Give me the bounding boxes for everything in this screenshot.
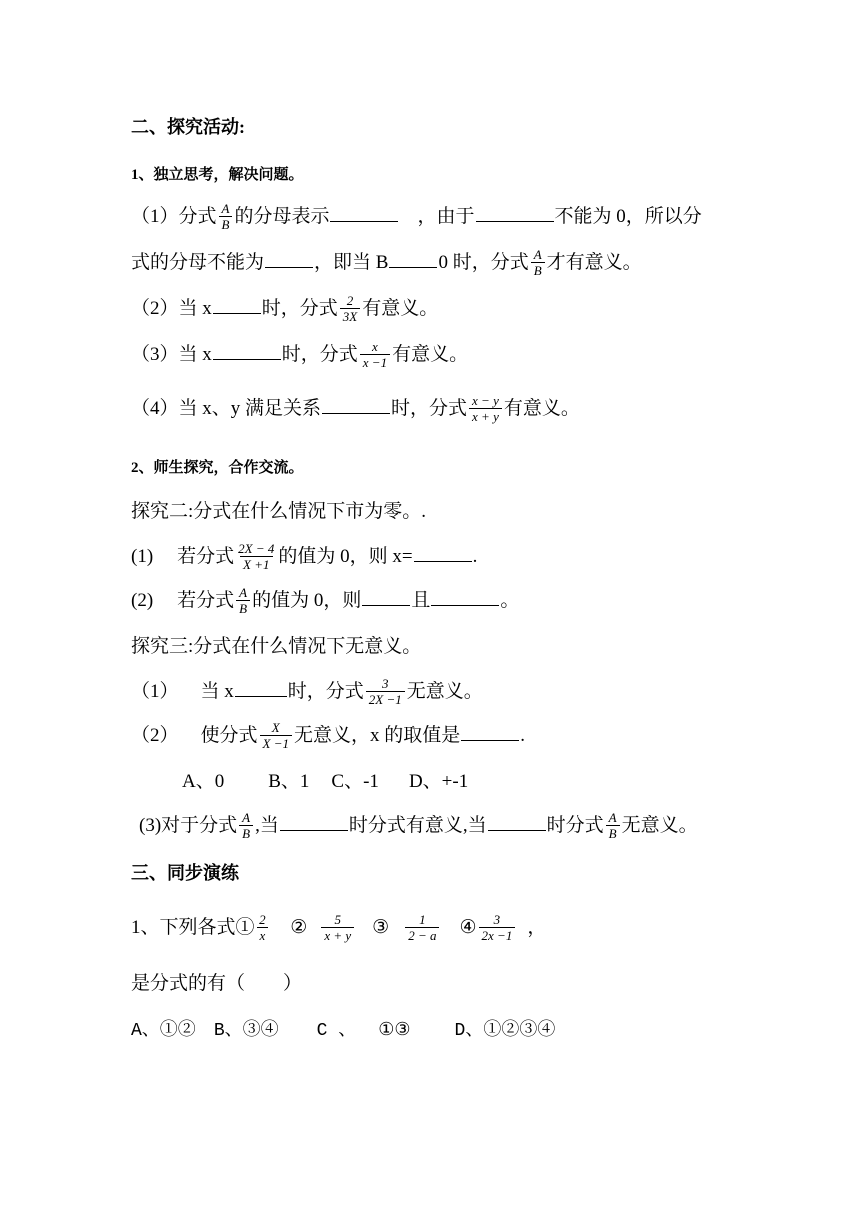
question-2: （2）当 x 时，分式 $\frac{2}{3X}$ 有意义。 [131,293,439,324]
fraction-2x-minus-4-over-x-plus-1: $\frac{2X - 4}{X +1}$ [238,541,275,572]
fraction-a-over-b: $\frac{A}{B}$ [531,247,545,278]
answer-blank[interactable] [431,587,499,606]
answer-blank[interactable] [280,812,348,831]
answer-blank[interactable] [213,295,261,314]
question-1-line-2: 式的分母不能为 ，即当 B 0 时，分式 $\frac{A}{B}$ 才有意义。 [131,247,642,278]
choice-options [182,769,468,795]
exploration-three-item-2: （2） 使分式 $\frac{X}{X -1}$ 无意义，x 的取值是 . [131,720,526,751]
option-d[interactable]: D、+-1 [408,771,469,792]
answer-blank[interactable] [461,722,519,741]
question-4: （4）当 x、y 满足关系 时，分式 $\frac{x - y}{x + y}$ 有意义。 [131,393,580,424]
fraction-a-over-b: $\frac{A}{B}$ [239,810,253,841]
question-1-line-1: （1）分式 $\frac{A}{B}$ 的分母表示 ，由于 不能为 0，所以分 [131,201,702,232]
answer-blank[interactable] [265,249,313,268]
fraction-a-over-b: $\frac{A}{B}$ [219,201,233,232]
subsection-title-cooperate: 2、师生探究，合作交流。 [131,460,304,476]
answer-blank[interactable] [476,203,554,222]
practice-question-1: 1、下列各式① $\frac{2}{x}$ ② $\frac{5}{x + y}$ ③ $\frac{1}{2 - a}$ ④ $\frac{3}{2x -1}$ ， [131,912,547,943]
fraction-x-minus-y-over-x-plus-y: $\frac{x - y}{x + y}$ [469,393,502,424]
question-3: （3）当 x 时，分式 $\frac{x}{x -1}$ 有意义。 [131,339,469,370]
fraction-5-over-x-plus-y: $\frac{5}{x + y}$ [321,912,354,943]
option-a[interactable]: A、①② [131,1021,196,1041]
option-b[interactable]: B、1 [268,771,310,792]
fraction-2-over-3x: $\frac{2}{3X}$ [340,293,360,324]
option-c-value: ①③ [378,1021,411,1041]
exploration-two-item-2: (2) 若分式 $\frac{A}{B}$ 的值为 0，则 且 。 [131,585,520,616]
option-b[interactable]: B、③④ [213,1021,279,1041]
fraction-x-over-x-minus-1-upper: $\frac{X}{X -1}$ [260,720,292,751]
answer-blank[interactable] [389,249,437,268]
answer-blank[interactable] [213,341,281,360]
fraction-a-over-b: $\frac{A}{B}$ [606,810,620,841]
exploration-two-title: 探究二:分式在什么情况下市为零。. [131,501,427,522]
practice-question-1-prompt: 是分式的有（ ） [131,973,303,994]
option-a[interactable]: A、0 [182,771,225,792]
subsection-title-think: 1、独立思考，解决问题。 [131,167,304,183]
answer-blank[interactable] [330,203,398,222]
option-d[interactable]: D、①②③④ [454,1021,556,1041]
option-c[interactable]: C 、 [316,1021,357,1041]
exploration-three-title: 探究三:分式在什么情况下无意义。 [131,636,422,657]
fraction-3-over-2x-minus-1-lower: $\frac{3}{2x -1}$ [479,912,516,943]
exploration-two-item-1: (1) 若分式 $\frac{2X - 4}{X +1}$ 的值为 0，则 x= . [131,541,478,572]
answer-blank[interactable] [414,543,472,562]
fraction-3-over-2x-minus-1: $\frac{3}{2X -1}$ [366,676,405,707]
fraction-1-over-2-minus-a: $\frac{1}{2 - a}$ [405,912,439,943]
answer-blank[interactable] [362,587,410,606]
section-title-practice: 三、同步演练 [131,863,239,883]
fraction-x-over-x-minus-1: $\frac{x}{x -1}$ [360,339,390,370]
answer-blank[interactable] [235,678,287,697]
answer-blank[interactable] [488,812,546,831]
fraction-2-over-x: $\frac{2}{x}$ [257,912,269,943]
option-c[interactable]: C、-1 [331,771,379,792]
practice-options [131,1018,555,1044]
section-title-explore: 二、探究活动: [131,117,245,137]
fraction-a-over-b: $\frac{A}{B}$ [236,585,250,616]
exploration-three-item-3: (3)对于分式 $\frac{A}{B}$ ,当 时分式有意义,当 时分式 $\frac{A}{B}$ 无意义。 [139,810,698,841]
answer-blank[interactable] [322,395,390,414]
exploration-three-item-1: （1） 当 x 时，分式 $\frac{3}{2X -1}$ 无意义。 [131,676,483,707]
